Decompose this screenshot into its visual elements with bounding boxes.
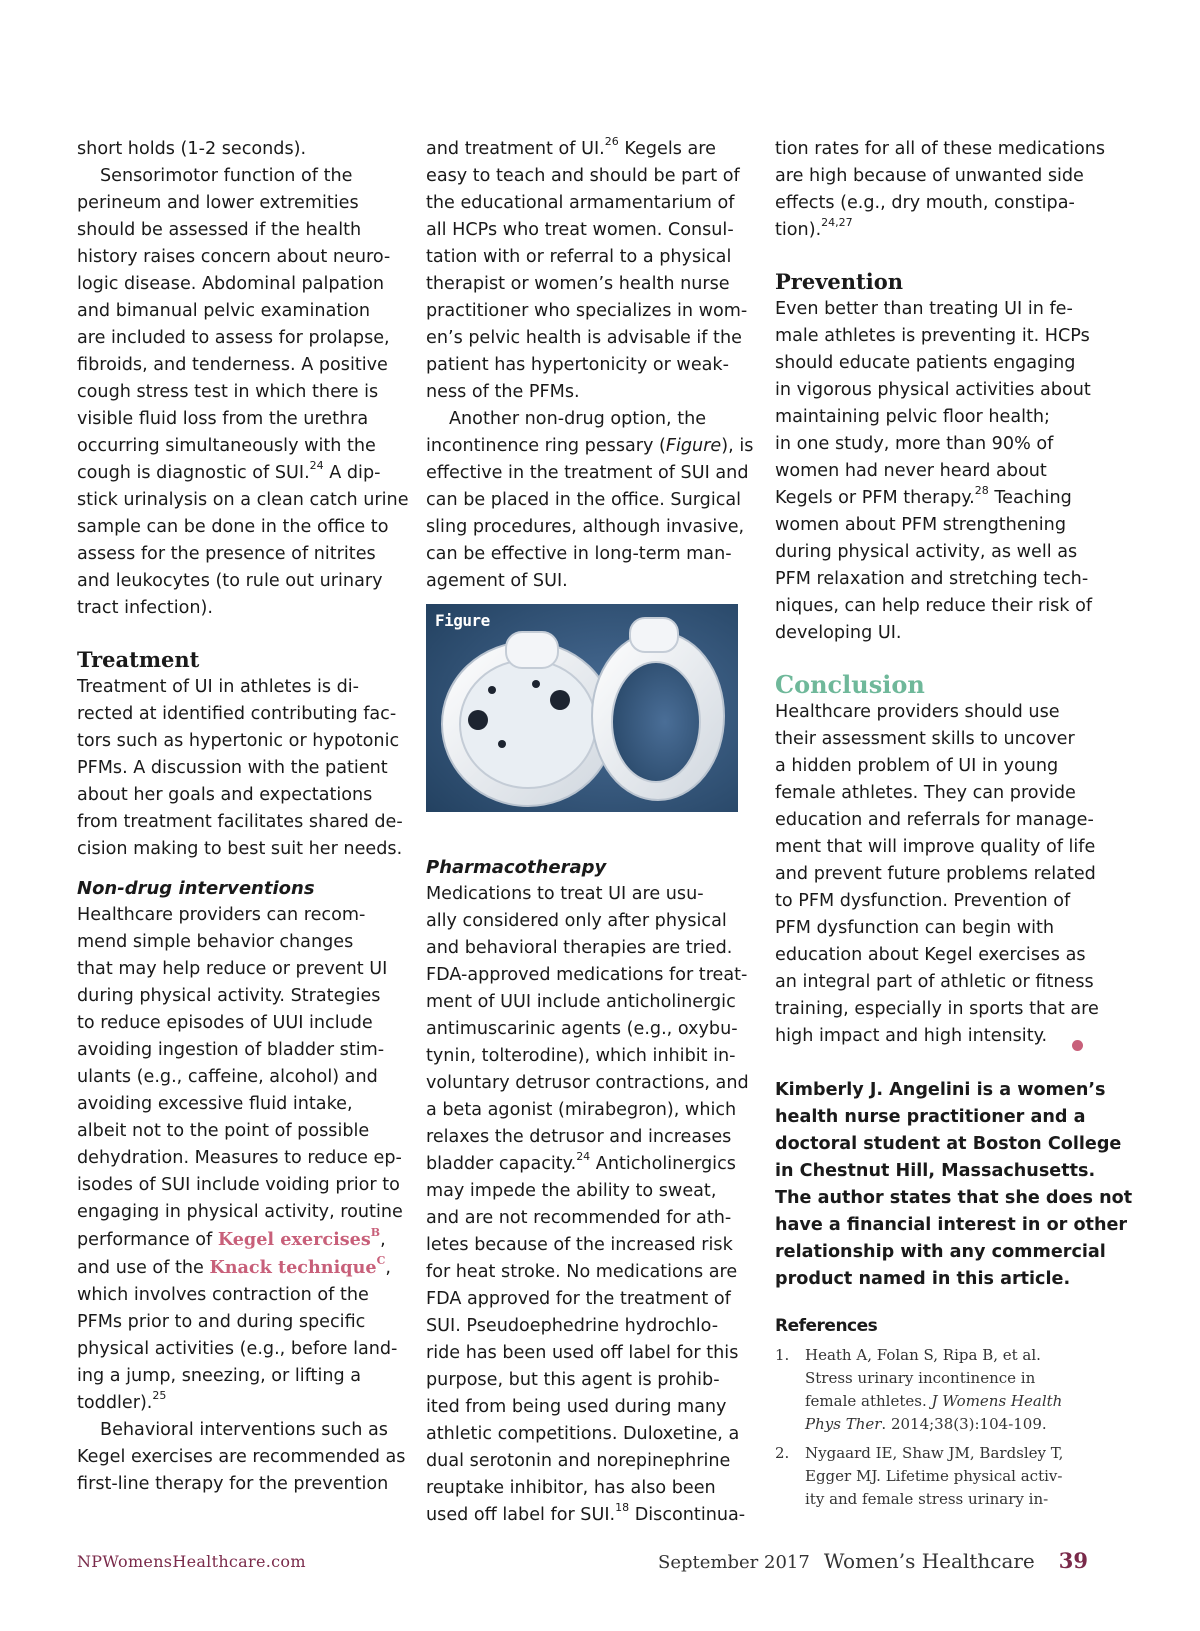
text-line: ity and female stress urinary in- xyxy=(805,1490,1049,1508)
text-line: niques, can help reduce their risk of xyxy=(775,596,1093,616)
text-line: en’s pelvic health is advisable if the xyxy=(426,328,742,348)
text-line: isodes of SUI include voiding prior to xyxy=(77,1175,400,1195)
text-line: purpose, but this agent is prohib- xyxy=(426,1370,720,1390)
text-line: Healthcare providers should use xyxy=(775,702,1060,722)
text-line: during physical activity, as well as xyxy=(775,542,1078,562)
text-line: occurring simultaneously with the xyxy=(77,436,376,456)
text-line: for heat stroke. No medications are xyxy=(426,1262,738,1282)
text-line: all HCPs who treat women. Consul- xyxy=(426,220,734,240)
text-line: training, especially in sports that are xyxy=(775,999,1099,1019)
text-line: Heath A, Folan S, Ripa B, et al. xyxy=(805,1346,1041,1364)
text-line: ness of the PFMs. xyxy=(426,382,580,402)
text-line xyxy=(426,136,746,163)
footnote-marker: C xyxy=(376,1254,386,1268)
text-line: developing UI. xyxy=(775,623,902,643)
text-run: Discontinua- xyxy=(629,1505,746,1525)
text-line: athletic competitions. Duloxetine, a xyxy=(426,1424,740,1444)
column-2 xyxy=(426,135,754,1529)
text-line: cough stress test in which there is xyxy=(77,382,379,402)
pessary-knob xyxy=(630,618,678,652)
text-line: relaxes the detrusor and increases xyxy=(426,1127,732,1147)
text-line: visible fluid loss from the urethra xyxy=(77,409,369,429)
text-line: fibroids, and tenderness. A positive xyxy=(77,355,388,375)
text-run: . 2014;38(3):104-109. xyxy=(881,1415,1047,1433)
text-line: dual serotonin and norepinephrine xyxy=(426,1451,731,1471)
text-line xyxy=(775,217,1095,244)
text-run: performance of xyxy=(77,1230,218,1250)
pessary-knob xyxy=(506,632,558,668)
footer-date: September 2017 xyxy=(658,1552,810,1573)
text-run: bladder capacity. xyxy=(426,1154,577,1174)
text-line: during physical activity. Strategies xyxy=(77,986,381,1006)
prevention-heading: Prevention xyxy=(775,269,903,294)
text-line: sling procedures, although invasive, xyxy=(426,517,745,537)
column-1 xyxy=(77,136,409,1498)
text-line xyxy=(805,1390,1095,1413)
end-of-article-dot xyxy=(1072,1040,1083,1051)
citation-superscript: 24 xyxy=(576,1150,591,1164)
text-line: which involves contraction of the xyxy=(77,1285,369,1305)
text-line: tynin, tolterodine), which inhibit in- xyxy=(426,1046,736,1066)
text-line: should educate patients engaging xyxy=(775,353,1076,373)
reference-number: 2. xyxy=(775,1444,790,1462)
text-line: are high because of unwanted side xyxy=(775,166,1084,186)
text-line: male athletes is preventing it. HCPs xyxy=(775,326,1090,346)
text-line: in Chestnut Hill, Massachusetts. xyxy=(775,1161,1096,1181)
text-line xyxy=(426,1502,746,1529)
text-line: maintaining pelvic floor health; xyxy=(775,407,1050,427)
text-line: letes because of the increased risk xyxy=(426,1235,733,1255)
text-line: ing a jump, sneezing, or lifting a xyxy=(77,1366,362,1386)
references-heading: References xyxy=(775,1316,878,1336)
text-line: high impact and high intensity. xyxy=(775,1026,1048,1046)
text-line: ulants (e.g., caffeine, alcohol) and xyxy=(77,1067,378,1087)
text-line: the educational armamentarium of xyxy=(426,193,735,213)
text-line: an integral part of athletic or fitness xyxy=(775,972,1094,992)
text-line: ment of UUI include anticholinergic xyxy=(426,992,736,1012)
text-line xyxy=(77,1254,397,1282)
non-drug-heading: Non-drug interventions xyxy=(77,878,315,899)
text-line: tion rates for all of these medications xyxy=(775,139,1106,159)
text-line: ited from being used during many xyxy=(426,1397,727,1417)
text-line: female athletes. They can provide xyxy=(775,783,1076,803)
text-line xyxy=(426,433,754,460)
text-line: education about Kegel exercises as xyxy=(775,945,1086,965)
text-line: therapist or women’s health nurse xyxy=(426,274,730,294)
text-line: a beta agonist (mirabegron), which xyxy=(426,1100,737,1120)
text-run: Kegels are xyxy=(618,139,716,159)
text-line: their assessment skills to uncover xyxy=(775,729,1075,749)
text-run: incontinence ring pessary ( xyxy=(426,436,666,456)
text-run: , xyxy=(385,1258,391,1278)
text-line: and are not recommended for ath- xyxy=(426,1208,732,1228)
reference-item xyxy=(775,1344,1095,1436)
text-run: toddler). xyxy=(77,1393,153,1413)
citation-superscript: 28 xyxy=(974,484,989,498)
pessary-illustration xyxy=(426,604,738,812)
text-line: effects (e.g., dry mouth, constipa- xyxy=(775,193,1075,213)
citation-superscript: 25 xyxy=(152,1389,167,1403)
text-line: and bimanual pelvic examination xyxy=(77,301,371,321)
text-line: first-line therapy for the prevention xyxy=(77,1474,389,1494)
treatment-heading: Treatment xyxy=(77,647,200,672)
text-run: female athletes. xyxy=(805,1392,932,1410)
ring-pessary-opening xyxy=(612,662,700,782)
text-line: relationship with any commercial xyxy=(775,1242,1106,1262)
page-number: 39 xyxy=(1058,1548,1088,1573)
citation-superscript: 18 xyxy=(615,1501,630,1515)
conclusion-heading: Conclusion xyxy=(775,670,925,699)
text-line: Kimberly J. Angelini is a women’s xyxy=(775,1080,1106,1100)
text-line: mend simple behavior changes xyxy=(77,932,354,952)
text-line: Kegel exercises are recommended as xyxy=(77,1447,406,1467)
text-line: logic disease. Abdominal palpation xyxy=(77,274,385,294)
text-line: Behavioral interventions such as xyxy=(100,1420,388,1440)
text-line xyxy=(805,1413,1095,1436)
reference-item xyxy=(775,1442,1095,1511)
text-line: to reduce episodes of UUI include xyxy=(77,1013,373,1033)
text-line: avoiding excessive fluid intake, xyxy=(77,1094,353,1114)
pessary-figure xyxy=(426,604,738,812)
text-line: avoiding ingestion of bladder stim- xyxy=(77,1040,385,1060)
footer-magazine: Women’s Healthcare xyxy=(823,1549,1035,1573)
pessary-hole xyxy=(498,740,506,748)
text-line: easy to teach and should be part of xyxy=(426,166,740,186)
text-line: voluntary detrusor contractions, and xyxy=(426,1073,749,1093)
text-line: women about PFM strengthening xyxy=(775,515,1067,535)
text-line: and prevent future problems related xyxy=(775,864,1096,884)
text-line xyxy=(77,1226,397,1254)
text-line: sample can be done in the office to xyxy=(77,517,389,537)
author-bio xyxy=(775,1077,1133,1293)
text-line: women had never heard about xyxy=(775,461,1047,481)
text-line: Nygaard IE, Shaw JM, Bardsley T, xyxy=(805,1444,1064,1462)
text-line: have a financial interest in or other xyxy=(775,1215,1128,1235)
text-line: health nurse practitioner and a xyxy=(775,1107,1086,1127)
text-line: The author states that she does not xyxy=(775,1188,1133,1208)
text-line: engaging in physical activity, routine xyxy=(77,1202,403,1222)
text-line: patient has hypertonicity or weak- xyxy=(426,355,729,375)
knack-technique-link[interactable]: Knack technique xyxy=(209,1257,377,1278)
text-line: Stress urinary incontinence in xyxy=(805,1369,1036,1387)
pharmacotherapy-heading: Pharmacotherapy xyxy=(426,857,607,878)
text-run: Anticholinergics xyxy=(590,1154,736,1174)
text-run: , xyxy=(380,1230,386,1250)
text-line: and behavioral therapies are tried. xyxy=(426,938,733,958)
text-line: rected at identified contributing fac- xyxy=(77,704,397,724)
text-line: and leukocytes (to rule out urinary xyxy=(77,571,383,591)
text-line: doctoral student at Boston College xyxy=(775,1134,1122,1154)
text-line: FDA approved for the treatment of xyxy=(426,1289,731,1309)
text-line: PFM relaxation and stretching tech- xyxy=(775,569,1089,589)
pessary-hole xyxy=(488,686,496,694)
text-line: short holds (1-2 seconds). xyxy=(77,139,307,159)
text-line: tors such as hypertonic or hypotonic xyxy=(77,731,400,751)
text-line xyxy=(77,1390,397,1417)
text-line: tract infection). xyxy=(77,598,213,618)
text-line: PFMs. A discussion with the patient xyxy=(77,758,388,778)
text-line: Treatment of UI in athletes is di- xyxy=(77,677,360,697)
text-run: ), is xyxy=(721,436,754,456)
text-line xyxy=(426,1151,746,1178)
text-line xyxy=(77,460,397,487)
text-line: FDA-approved medications for treat- xyxy=(426,965,748,985)
text-line: physical activities (e.g., before land- xyxy=(77,1339,398,1359)
text-run: tion). xyxy=(775,220,822,240)
text-line: Sensorimotor function of the xyxy=(100,166,353,186)
text-line: agement of SUI. xyxy=(426,571,568,591)
text-line: tation with or referral to a physical xyxy=(426,247,732,267)
text-line: to PFM dysfunction. Prevention of xyxy=(775,891,1071,911)
figure-reference: Figure xyxy=(665,436,722,456)
text-line: history raises concern about neuro- xyxy=(77,247,391,267)
text-line: a hidden problem of UI in young xyxy=(775,756,1059,776)
journal-title: Phys Ther xyxy=(805,1415,882,1433)
text-line: about her goals and expectations xyxy=(77,785,373,805)
text-line: PFMs prior to and during specific xyxy=(77,1312,366,1332)
text-line: antimuscarinic agents (e.g., oxybu- xyxy=(426,1019,738,1039)
text-run: Teaching xyxy=(988,488,1072,508)
text-line: perineum and lower extremities xyxy=(77,193,359,213)
text-line: Another non-drug option, the xyxy=(449,409,707,429)
text-run: and use of the xyxy=(77,1258,210,1278)
text-run: A dip- xyxy=(323,463,381,483)
text-line: education and referrals for manage- xyxy=(775,810,1094,830)
text-line: product named in this article. xyxy=(775,1269,1071,1289)
text-line: Healthcare providers can recom- xyxy=(77,905,366,925)
column-3 xyxy=(775,136,1133,1511)
text-line: ally considered only after physical xyxy=(426,911,727,931)
text-line: in one study, more than 90% of xyxy=(775,434,1054,454)
text-line: that may help reduce or prevent UI xyxy=(77,959,388,979)
text-line: PFM dysfunction can begin with xyxy=(775,918,1055,938)
text-run: Kegels or PFM therapy. xyxy=(775,488,975,508)
text-line: ment that will improve quality of life xyxy=(775,837,1096,857)
text-line: Egger MJ. Lifetime physical activ- xyxy=(805,1467,1063,1485)
citation-superscript: 24 xyxy=(309,459,324,473)
text-line: dehydration. Measures to reduce ep- xyxy=(77,1148,402,1168)
text-line: may impede the ability to sweat, xyxy=(426,1181,717,1201)
text-line xyxy=(775,485,1095,512)
text-line: effective in the treatment of SUI and xyxy=(426,463,749,483)
text-run: cough is diagnostic of SUI. xyxy=(77,463,310,483)
text-line: can be effective in long-term man- xyxy=(426,544,732,564)
footer-site[interactable]: NPWomensHealthcare.com xyxy=(77,1552,306,1571)
text-line: Even better than treating UI in fe- xyxy=(775,299,1073,319)
text-run: used off label for SUI. xyxy=(426,1505,616,1525)
text-line: reuptake inhibitor, has also been xyxy=(426,1478,716,1498)
citation-superscript: 24,27 xyxy=(821,216,853,230)
pessary-hole xyxy=(468,710,488,730)
text-line: SUI. Pseudoephedrine hydrochlo- xyxy=(426,1316,719,1336)
text-line: assess for the presence of nitrites xyxy=(77,544,376,564)
pessary-hole xyxy=(532,680,540,688)
reference-number: 1. xyxy=(775,1346,790,1364)
text-line: ride has been used off label for this xyxy=(426,1343,739,1363)
kegel-exercises-link[interactable]: Kegel exercises xyxy=(217,1229,371,1250)
text-line: should be assessed if the health xyxy=(77,220,362,240)
pessary-hole xyxy=(550,690,570,710)
footer-info xyxy=(658,1548,1088,1573)
text-line: from treatment facilitates shared de- xyxy=(77,812,403,832)
text-line: cision making to best suit her needs. xyxy=(77,839,403,859)
text-line: albeit not to the point of possible xyxy=(77,1121,370,1141)
text-line: stick urinalysis on a clean catch urine xyxy=(77,490,409,510)
text-line: can be placed in the office. Surgical xyxy=(426,490,742,510)
text-line: in vigorous physical activities about xyxy=(775,380,1091,400)
text-line: are included to assess for prolapse, xyxy=(77,328,390,348)
journal-title: J Womens Health xyxy=(931,1392,1063,1410)
text-line: practitioner who specializes in wom- xyxy=(426,301,748,321)
figure-label: Figure xyxy=(435,611,490,630)
text-line: Medications to treat UI are usu- xyxy=(426,884,704,904)
footnote-marker: B xyxy=(370,1226,381,1240)
text-run: and treatment of UI. xyxy=(426,139,605,159)
citation-superscript: 26 xyxy=(604,135,619,149)
